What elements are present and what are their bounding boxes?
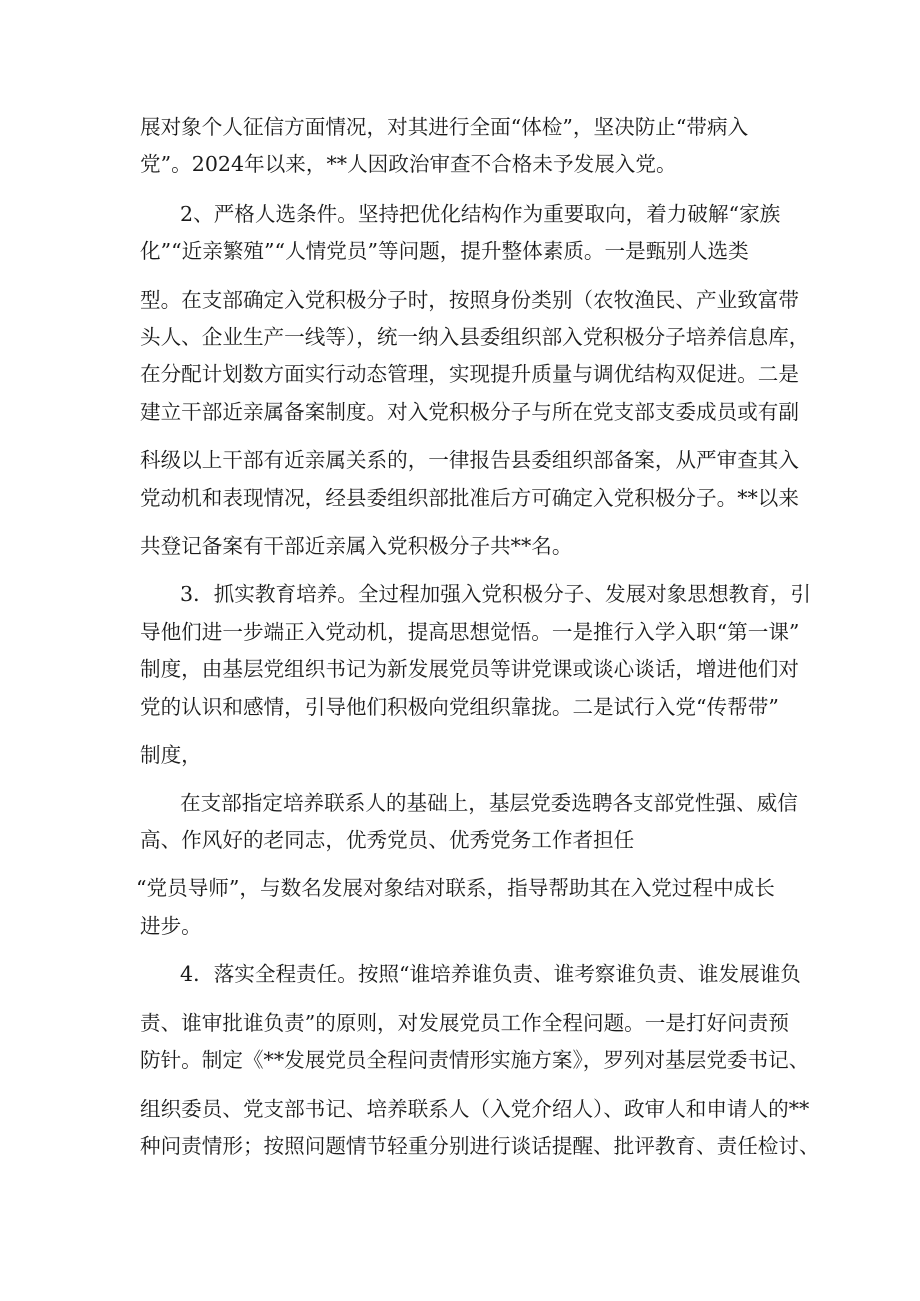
text-line-5: 型。在支部确定入党积极分子时，按照身份类别（农牧渔民、产业致富带 [140,288,799,312]
text-line-19: “党员导师”，与数名发展对象结对联系，指导帮助其在入党过程中成长 [136,876,775,900]
text-line-4: 化”“近亲繁殖”“人情党员”等问题，提升整体素质。一是甄别人选类 [140,239,749,263]
text-line-23: 防针。制定《**发展党员全程问责情形实施方案》，罗列对基层党委书记、 [140,1048,810,1072]
text-line-24: 组织委员、党支部书记、培养联系人（入党介绍人）、政审人和申请人的** [140,1097,810,1121]
text-line-9: 科级以上干部有近亲属关系的，一律报告县委组织部备案，从严审查其入 [140,448,799,472]
text-line-6: 头人、企业生产一线等），统一纳入县委组织部入党积极分子培养信息库， [140,325,810,349]
text-line-2: 党”。2024年以来，**人因政治审查不合格未予发展入党。 [140,152,677,176]
text-line-10: 党动机和表现情况，经县委组织部批准后方可确定入党积极分子。**以来 [140,486,799,510]
text-line-13: 导他们进一步端正入党动机，提高思想觉悟。一是推行入学入职“第一课” [140,620,800,644]
text-line-12: 3．抓实教育培养。全过程加强入党积极分子、发展对象思想教育，引 [180,582,811,606]
text-line-8: 建立干部近亲属备案制度。对入党积极分子与所在党支部支委成员或有副 [140,400,799,424]
text-line-11: 共登记备案有干部近亲属入党积极分子共**名。 [140,534,573,558]
text-line-17: 在支部指定培养联系人的基础上，基层党委选聘各支部党性强、威信 [180,791,798,815]
text-line-3: 2、严格人选条件。坚持把优化结构作为重要取向，着力破解“家族 [180,202,781,226]
text-line-1: 展对象个人征信方面情况，对其进行全面“体检”，坚决防止“带病入 [140,115,749,139]
text-line-16: 制度， [140,743,202,767]
text-line-20: 进步。 [140,914,202,938]
text-line-22: 责、谁审批谁负责”的原则，对发展党员工作全程问题。一是打好问责预 [140,1011,789,1035]
text-line-21: 4．落实全程责任。按照“谁培养谁负责、谁考察谁负责、谁发展谁负 [180,962,801,986]
text-line-18: 高、作风好的老同志，优秀党员、优秀党务工作者担任 [140,828,635,852]
text-line-25: 种问责情形；按照问题情节轻重分别进行谈话提醒、批评教育、责任检讨、 [140,1134,820,1158]
text-line-14: 制度，由基层党组织书记为新发展党员等讲党课或谈心谈话，增进他们对 [140,657,799,681]
text-line-15: 党的认识和感情，引导他们积极向党组织靠拢。二是试行入党“传帮带” [140,695,779,719]
text-line-7: 在分配计划数方面实行动态管理，实现提升质量与调优结构双促进。二是 [140,362,799,386]
